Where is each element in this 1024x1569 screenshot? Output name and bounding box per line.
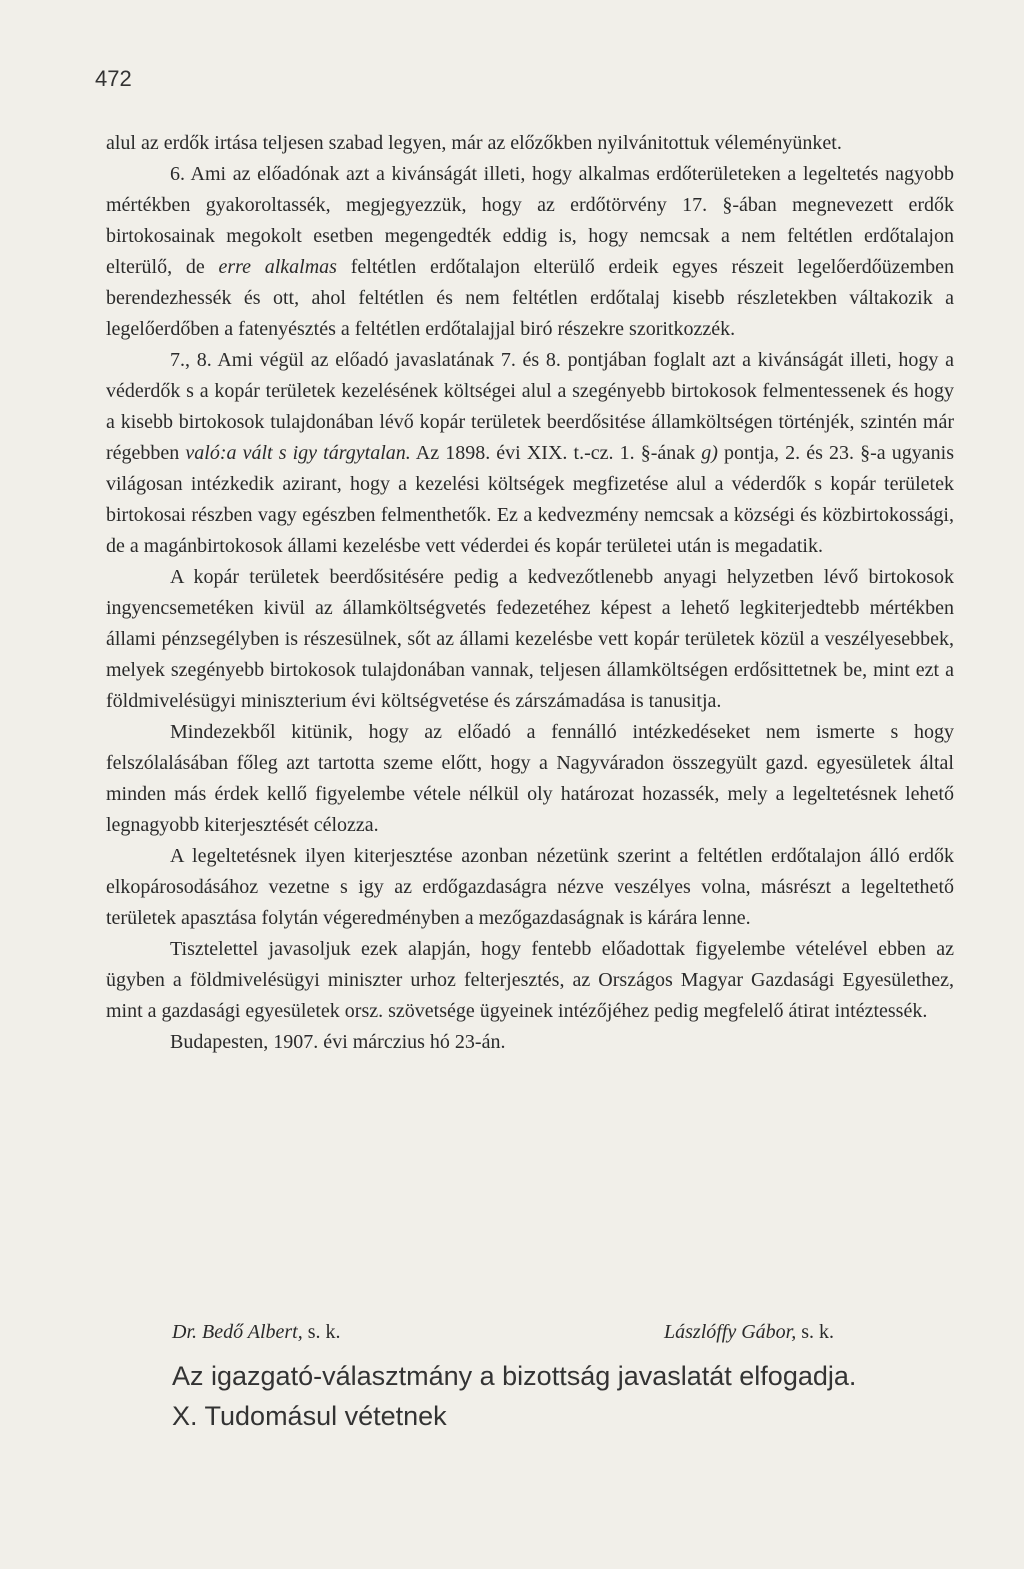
paragraph: 6. Ami az előadónak azt a kivánságát illeti, hogy alkalmas erdőterületeken a legeltetés nagyobb mértékben gyakoroltassék, megjegyezzük, hogy az erdőtörvény 17. §-ában megnevezett erdők birtokosainak megokolt esetben megengedték eddig is, hogy nemcsak a nem feltétlen erdőtalajon elterülő, de erre alkalmas feltétlen erdőtalajon elterülő erdeik egyes részeit legelőerdőüzemben berendezhessék és ott, ahol feltétlen és nem feltétlen erdőtalaj kisebb részletekben váltakozik a legelőerdőben a fatenyésztés a feltétlen erdőtalajjal biró részekre szoritkozzék. xyxy=(106,163,954,340)
page-number: 472 xyxy=(95,66,132,91)
paragraph: A kopár területek beerdősitésére pedig a kedvezőtlenebb anyagi helyzetben lévő birtokosok ingyencsemetéken kivül az államköltségvetés fedezetéhez képest a lehető legkiterjedtebb mértékben állami pénzsegélyben is részesülnek, sőt az állami kezelésbe vett kopár területek közül a veszélyesebbek, melyek szegényebb birtokosok tulajdonában vannak, teljesen államköltségen erdősittetnek be, mint ezt a földmivelésügyi miniszterium évi költségvetése és zárszámadása is tanusitja. xyxy=(106,566,954,712)
paragraph: alul az erdők irtása teljesen szabad legyen, már az előzőkben nyilvánitottuk véleményünket. xyxy=(106,132,842,154)
resolution-line: X. Tudomásul vétetnek xyxy=(172,1401,447,1431)
signature-right: Lászlóffy Gábor, s. k. xyxy=(664,1321,835,1343)
paragraph: Mindezekből kitünik, hogy az előadó a fennálló intézkedéseket nem ismerte s hogy felszólalásában főleg azt tartotta szeme előtt, hogy a Nagyváradon összegyült gazd. egyesületek által minden más érdek kellő figyelembe vétele nélkül oly határozat hozassék, mely a legeltetésnek lehető legnagyobb kiterjesztését célozza. xyxy=(106,721,954,836)
body-text xyxy=(106,128,954,1058)
date-line: Budapesten, 1907. évi márczius hó 23-án. xyxy=(170,1031,506,1053)
paragraph: 7., 8. Ami végül az előadó javaslatának 7. és 8. pontjában foglalt azt a kivánságát illeti, hogy a véderdők s a kopár területek kezelésének költségei alul a szegényebb birtokosok felmentessenek és hogy a kisebb birtokosok tulajdonában lévő kopár területek beerdősitése államköltségen történjék, szintén már régebben való:a vált s igy tárgytalan. Az 1898. évi XIX. t.-cz. 1. §-ának g) pontja, 2. és 23. §-a ugyanis világosan intézkedik azirant, hogy a kezelési költségek megfizetése alul a véderdők s kopár területek birtokosai részben vagy egészben felmenthetők. Ez a kedvezmény nemcsak a községi és közbirtokossági, de a magánbirtokosok állami kezelésbe vett véderdei és kopár területei után is megadatik. xyxy=(106,349,954,557)
paragraph: A legeltetésnek ilyen kiterjesztése azonban nézetünk szerint a feltétlen erdőtalajon álló erdők elkopárosodásához vezetne s igy az erdőgazdaságra nézve veszélyes volna, másrészt a legeltethető területek apasztása folytán végeredményben a mezőgazdaságnak is kárára lenne. xyxy=(106,845,954,929)
paragraph: Tisztelettel javasoljuk ezek alapján, hogy fentebb előadottak figyelembe vételével ebben az ügyben a földmivelésügyi miniszter urhoz felterjesztés, az Országos Magyar Gazdasági Egyesülethez, mint a gazdasági egyesületek orsz. szövetsége ügyeinek intézőjéhez pedig megfelelő átirat intéztessék. xyxy=(106,938,954,1022)
resolution-line: Az igazgató-választmány a bizottság javaslatát elfogadja. xyxy=(172,1361,857,1391)
closing-resolution xyxy=(172,1356,932,1436)
signature-left: Dr. Bedő Albert, s. k. xyxy=(172,1321,341,1343)
